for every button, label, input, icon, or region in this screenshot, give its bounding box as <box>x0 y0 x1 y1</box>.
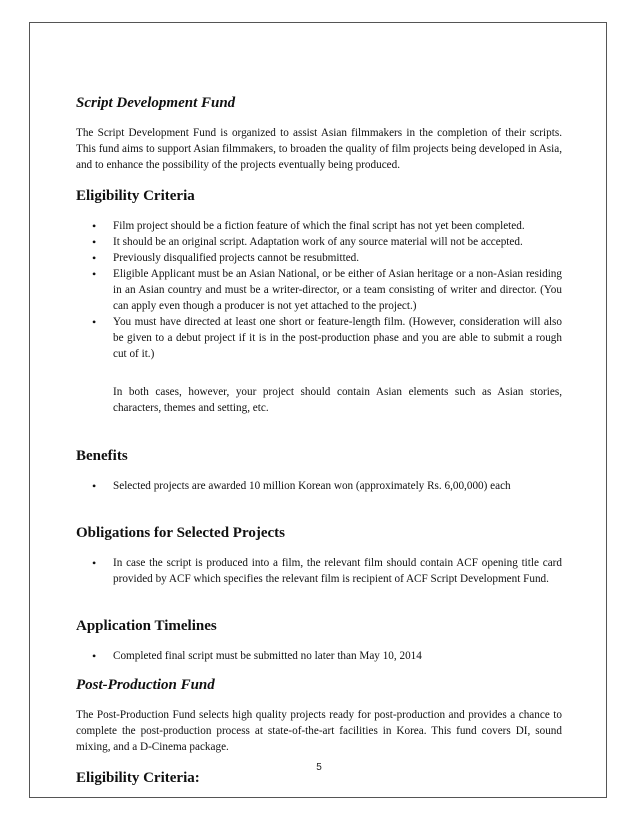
benefits-heading: Benefits <box>76 448 128 464</box>
list-item: • Completed final script must be submitted no later than May 10, 2014 <box>76 648 562 664</box>
list-item: • Eligible Applicant must be an Asian National, or be either of Asian heritage or a non-Asian residing in an Asian country and must be a writer-director, or a team consisting of writer and director. (You can apply even though a producer is not yet attached to the project.) <box>76 266 562 314</box>
list-item: • Selected projects are awarded 10 million Korean won (approximately Rs. 6,00,000) each <box>76 478 562 494</box>
list-item: • Film project should be a fiction feature of which the final script has not yet been completed. <box>76 218 562 234</box>
eligibility-note: In both cases, however, your project should contain Asian elements such as Asian stories, characters, themes and setting, etc. <box>113 386 562 414</box>
document-body <box>76 93 562 788</box>
post-eligibility-heading: Eligibility Criteria: <box>76 770 200 786</box>
benefits-list <box>76 478 562 494</box>
eligibility-list <box>76 218 562 362</box>
script-fund-intro: The Script Development Fund is organized to assist Asian filmmakers in the completion of their scripts. This fund aims to support Asian filmmakers, to broaden the quality of film projects being developed in Asia, and to enhance the possibility of the projects eventually being produced. <box>76 127 562 171</box>
page-number: 5 <box>316 762 322 773</box>
list-item: • You must have directed at least one short or feature-length film. (However, consideration will also be given to a debut project if it is in the post-production phase and you are able to submit a rough cut of it.) <box>76 314 562 362</box>
post-fund-intro: The Post-Production Fund selects high quality projects ready for post-production and provides a chance to complete the post-production process at state-of-the-art facilities in Korea. This fund covers DI, sound mixing, and a D-Cinema package. <box>76 709 562 753</box>
list-item: • In case the script is produced into a film, the relevant film should contain ACF opening title card provided by ACF which specifies the relevant film is recipient of ACF Script Development Fund. <box>76 555 562 587</box>
list-item: • It should be an original script. Adaptation work of any source material will not be accepted. <box>76 234 562 250</box>
obligations-list <box>76 555 562 587</box>
timelines-list <box>76 648 562 664</box>
timelines-heading: Application Timelines <box>76 618 217 634</box>
post-fund-title: Post-Production Fund <box>76 677 215 693</box>
list-item: • Previously disqualified projects cannot be resubmitted. <box>76 250 562 266</box>
obligations-heading: Obligations for Selected Projects <box>76 525 285 541</box>
eligibility-heading: Eligibility Criteria <box>76 188 195 204</box>
script-fund-title: Script Development Fund <box>76 95 236 111</box>
